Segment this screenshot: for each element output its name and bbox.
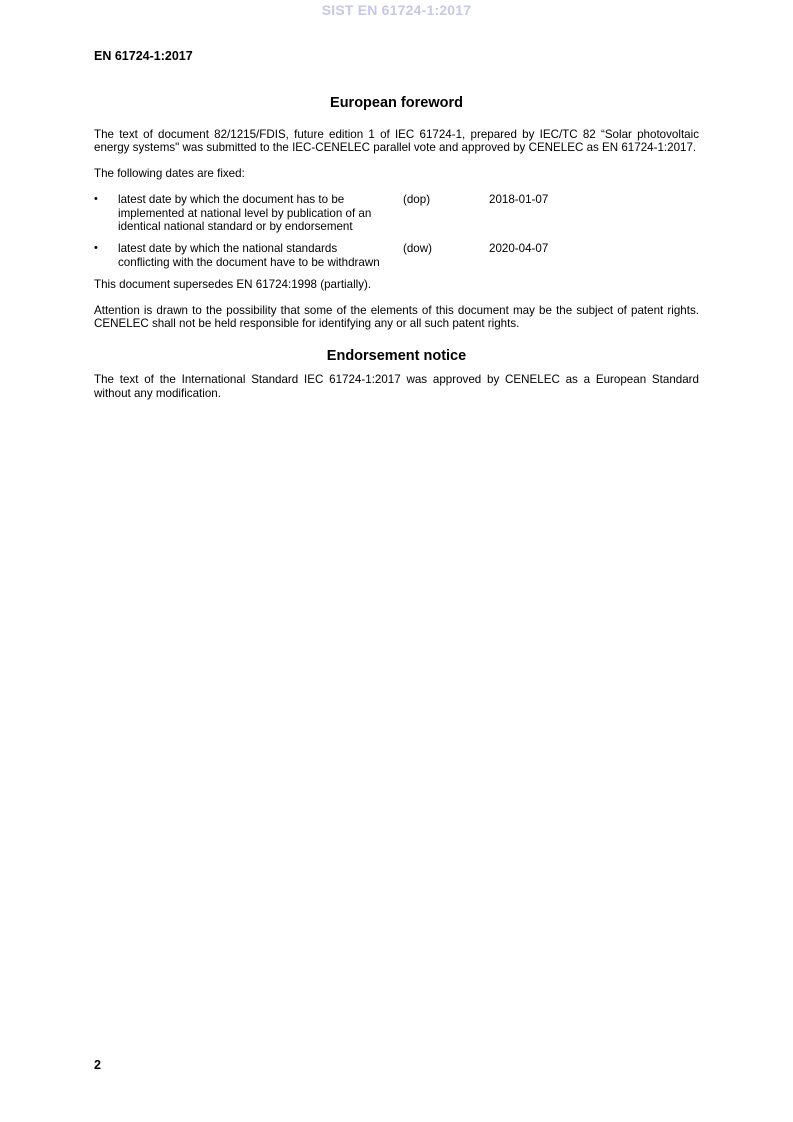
document-identifier: EN 61724-1:2017 bbox=[94, 49, 193, 63]
foreword-paragraph: The text of document 82/1215/FDIS, future edition 1 of IEC 61724-1, prepared by IEC/TC 82 “Solar photovoltaic energy systems" was submitted to the IEC-CENELEC parallel vote and approved by CENELEC as EN 61724-1:2017. bbox=[94, 128, 699, 155]
watermark-text: SIST EN 61724-1:2017 bbox=[321, 2, 472, 18]
endorsement-text: The text of the International Standard IEC 61724-1:2017 was approved by CENELEC as a European Standard without any modification. bbox=[94, 373, 699, 400]
patent-notice: Attention is drawn to the possibility that some of the elements of this document may be the subject of patent rights. CENELEC shall not be held responsible for identifying any or all such patent rights. bbox=[94, 303, 699, 331]
page-content bbox=[94, 95, 699, 412]
endorsement-title: Endorsement notice bbox=[326, 348, 467, 365]
date-description: latest date by which the document has to be implemented at national level by publication of an identical national standard or by endorsement bbox=[118, 193, 372, 234]
date-row-dow bbox=[94, 242, 699, 269]
date-code: (dow) bbox=[403, 242, 432, 256]
date-row-dop bbox=[94, 193, 699, 233]
dates-list bbox=[94, 193, 699, 269]
date-code: (dop) bbox=[403, 193, 431, 207]
page-number: 2 bbox=[94, 1058, 101, 1072]
supersedes-statement: This document supersedes EN 61724:1998 (partially). bbox=[94, 278, 372, 292]
date-value: 2020-04-07 bbox=[489, 242, 549, 256]
bullet-marker: • bbox=[94, 242, 98, 255]
date-value: 2018-01-07 bbox=[489, 193, 549, 207]
date-description: latest date by which the national standards conflicting with the document have to be withdrawn bbox=[118, 242, 380, 269]
dates-intro: The following dates are fixed: bbox=[94, 166, 245, 180]
bullet-marker: • bbox=[94, 193, 98, 206]
foreword-title: European foreword bbox=[330, 95, 463, 111]
